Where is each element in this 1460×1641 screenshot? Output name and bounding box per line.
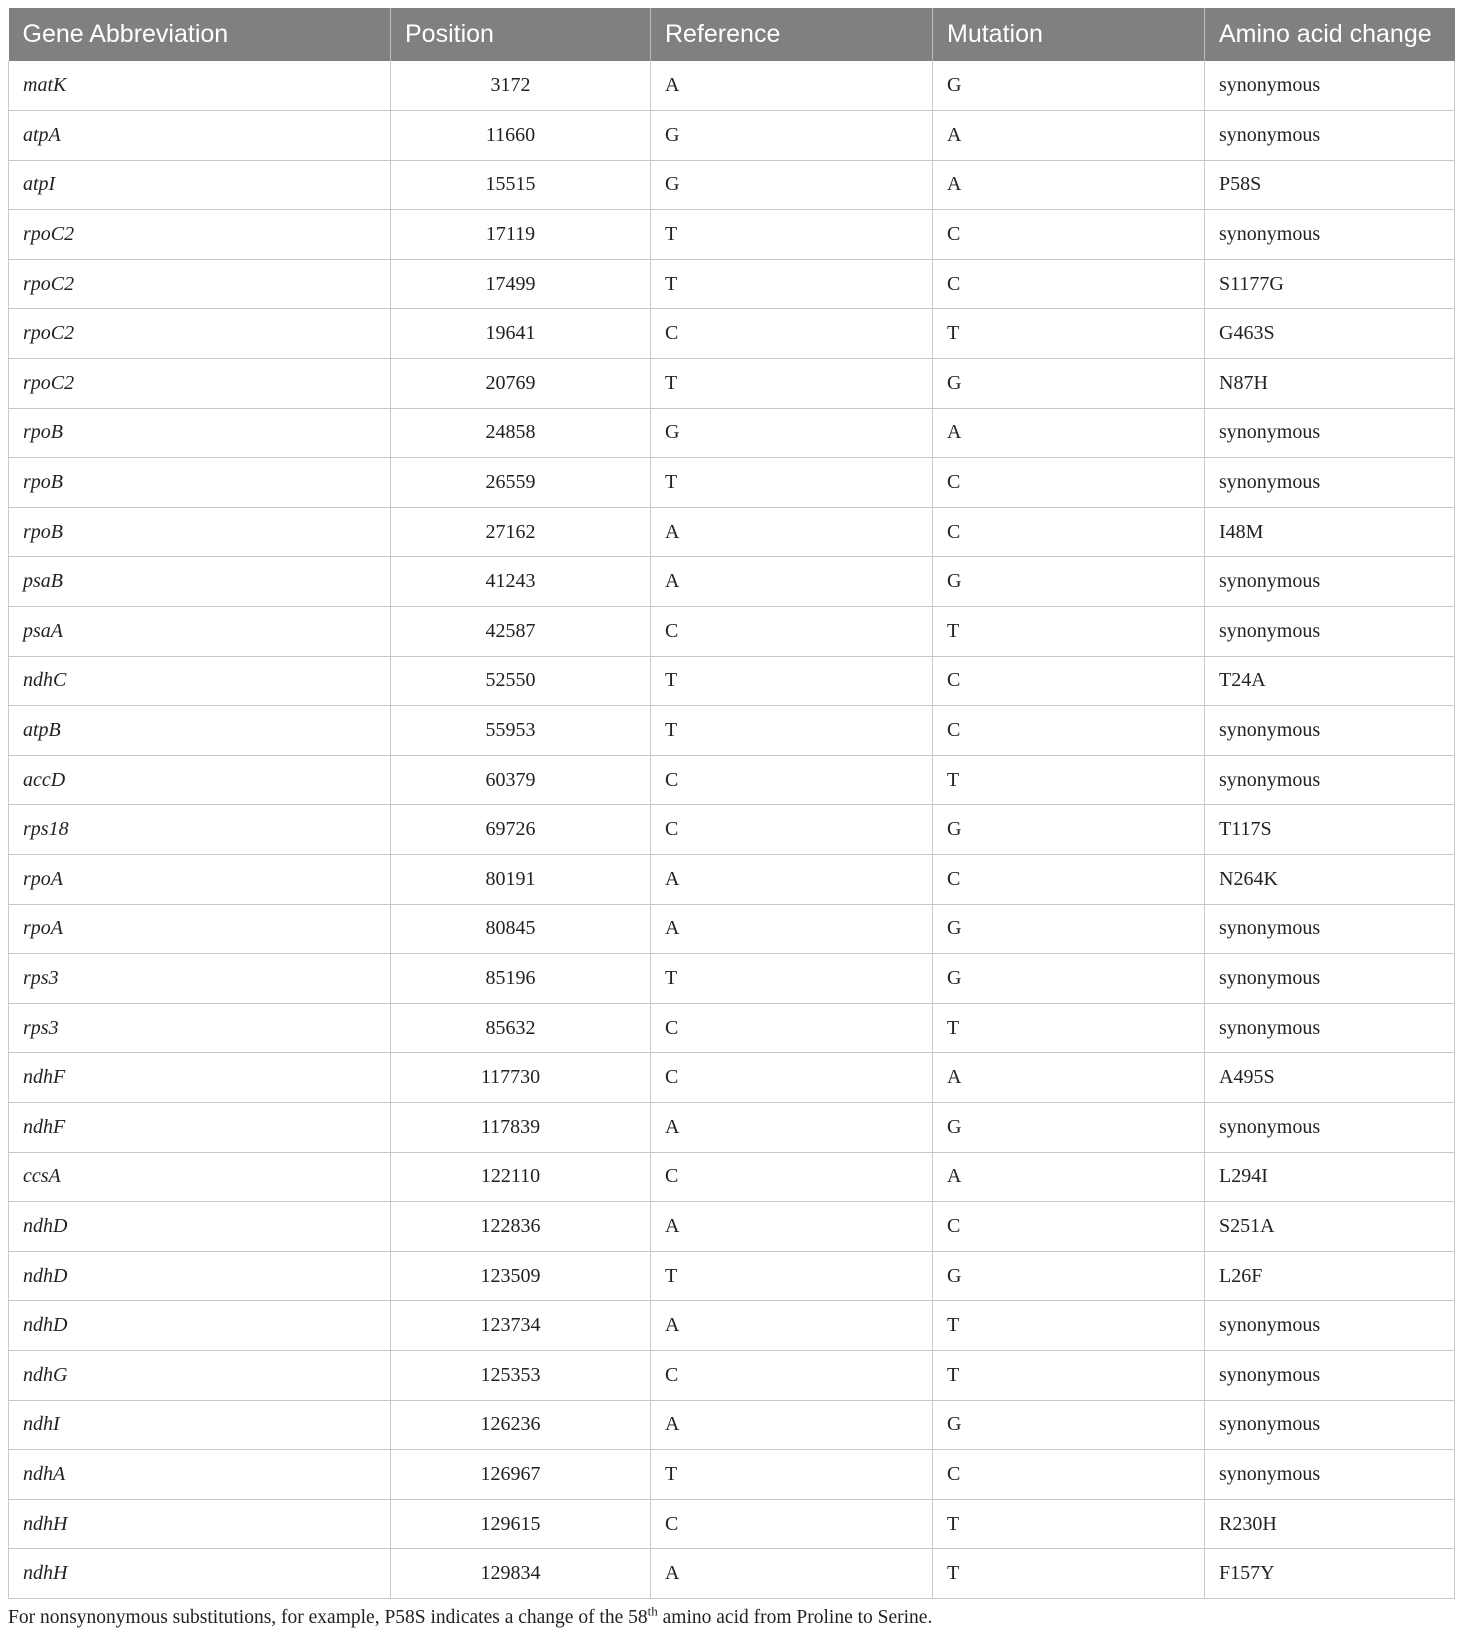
- mutation-table: [8, 8, 1455, 1599]
- reference-cell: C: [651, 805, 933, 855]
- mutation-cell: C: [933, 855, 1205, 905]
- position-cell: [391, 904, 651, 954]
- reference-cell: A: [651, 855, 933, 905]
- mutation-cell: T: [933, 309, 1205, 359]
- gene-cell: ndhI: [9, 1400, 391, 1450]
- table-row: [9, 607, 1455, 657]
- reference-cell: A: [651, 1102, 933, 1152]
- amino-acid-change-cell: synonymous: [1205, 61, 1455, 111]
- mutation-cell: G: [933, 805, 1205, 855]
- reference-cell: G: [651, 408, 933, 458]
- mutation-cell: C: [933, 458, 1205, 508]
- amino-acid-change-cell: synonymous: [1205, 1301, 1455, 1351]
- reference-cell: C: [651, 1499, 933, 1549]
- header-position: Position: [391, 8, 651, 61]
- reference-cell: T: [651, 706, 933, 756]
- table-row: [9, 805, 1455, 855]
- reference-cell: C: [651, 309, 933, 359]
- amino-acid-change-cell: T117S: [1205, 805, 1455, 855]
- gene-cell: rpoC2: [9, 359, 391, 409]
- position-cell: [391, 160, 651, 210]
- header-mutation: Mutation: [933, 8, 1205, 61]
- reference-cell: T: [651, 1251, 933, 1301]
- gene-cell: rpoC2: [9, 210, 391, 260]
- position-cell: [391, 408, 651, 458]
- position-value: 122836: [480, 1214, 541, 1237]
- position-value: 126967: [480, 1462, 541, 1485]
- header-gene-abbreviation: Gene Abbreviation: [9, 8, 391, 61]
- mutation-cell: T: [933, 1003, 1205, 1053]
- position-value: 17119: [485, 223, 536, 246]
- mutation-cell: A: [933, 408, 1205, 458]
- reference-cell: A: [651, 1549, 933, 1599]
- position-value: 117839: [480, 1115, 541, 1138]
- mutation-cell: G: [933, 1400, 1205, 1450]
- position-value: 123509: [480, 1264, 541, 1287]
- amino-acid-change-cell: synonymous: [1205, 607, 1455, 657]
- reference-cell: C: [651, 755, 933, 805]
- position-value: 3172: [490, 74, 531, 97]
- position-value: 129615: [480, 1512, 541, 1535]
- amino-acid-change-cell: synonymous: [1205, 904, 1455, 954]
- mutation-cell: G: [933, 954, 1205, 1004]
- position-value: 24858: [485, 421, 536, 444]
- position-cell: [391, 507, 651, 557]
- amino-acid-change-cell: G463S: [1205, 309, 1455, 359]
- gene-cell: ndhA: [9, 1450, 391, 1500]
- reference-cell: A: [651, 1301, 933, 1351]
- reference-cell: C: [651, 1053, 933, 1103]
- mutation-cell: T: [933, 1301, 1205, 1351]
- footnote-text: For nonsynonymous substitutions, for example, P58S indicates a change of the 58: [8, 1607, 648, 1628]
- position-cell: [391, 359, 651, 409]
- amino-acid-change-cell: S1177G: [1205, 259, 1455, 309]
- position-cell: [391, 458, 651, 508]
- amino-acid-change-cell: synonymous: [1205, 1350, 1455, 1400]
- table-row: [9, 1350, 1455, 1400]
- mutation-cell: C: [933, 1202, 1205, 1252]
- amino-acid-change-cell: L26F: [1205, 1251, 1455, 1301]
- reference-cell: T: [651, 359, 933, 409]
- reference-cell: G: [651, 111, 933, 161]
- table-header: [9, 8, 1455, 61]
- reference-cell: T: [651, 458, 933, 508]
- reference-cell: A: [651, 1202, 933, 1252]
- gene-cell: rpoC2: [9, 309, 391, 359]
- table-footnote: [8, 1603, 933, 1629]
- amino-acid-change-cell: synonymous: [1205, 210, 1455, 260]
- footnote-superscript: th: [647, 1603, 658, 1619]
- gene-cell: rps18: [9, 805, 391, 855]
- mutation-cell: C: [933, 706, 1205, 756]
- gene-cell: atpA: [9, 111, 391, 161]
- amino-acid-change-cell: F157Y: [1205, 1549, 1455, 1599]
- position-cell: [391, 557, 651, 607]
- table-row: [9, 904, 1455, 954]
- amino-acid-change-cell: A495S: [1205, 1053, 1455, 1103]
- gene-cell: rpoB: [9, 408, 391, 458]
- table-row: [9, 1301, 1455, 1351]
- mutation-cell: C: [933, 507, 1205, 557]
- position-cell: [391, 656, 651, 706]
- position-value: 85632: [485, 1016, 536, 1039]
- amino-acid-change-cell: synonymous: [1205, 1003, 1455, 1053]
- position-cell: [391, 1400, 651, 1450]
- position-cell: [391, 1350, 651, 1400]
- position-value: 129834: [480, 1562, 541, 1585]
- table-row: [9, 1251, 1455, 1301]
- table-row: [9, 408, 1455, 458]
- position-value: 85196: [485, 966, 536, 989]
- reference-cell: A: [651, 61, 933, 111]
- amino-acid-change-cell: synonymous: [1205, 954, 1455, 1004]
- gene-cell: psaA: [9, 607, 391, 657]
- position-cell: [391, 755, 651, 805]
- position-cell: [391, 1450, 651, 1500]
- position-cell: [391, 309, 651, 359]
- table-row: [9, 706, 1455, 756]
- position-cell: [391, 1301, 651, 1351]
- amino-acid-change-cell: R230H: [1205, 1499, 1455, 1549]
- table-row: [9, 359, 1455, 409]
- table-row: [9, 1499, 1455, 1549]
- table-row: [9, 61, 1455, 111]
- mutation-cell: C: [933, 210, 1205, 260]
- position-value: 122110: [480, 1165, 541, 1188]
- table-row: [9, 954, 1455, 1004]
- table-row: [9, 656, 1455, 706]
- amino-acid-change-cell: synonymous: [1205, 755, 1455, 805]
- table-row: [9, 458, 1455, 508]
- header-amino-acid-change: Amino acid change: [1205, 8, 1455, 61]
- reference-cell: T: [651, 954, 933, 1004]
- table-row: [9, 1102, 1455, 1152]
- mutation-cell: G: [933, 904, 1205, 954]
- gene-cell: rpoA: [9, 855, 391, 905]
- mutation-cell: A: [933, 1053, 1205, 1103]
- position-value: 60379: [485, 768, 536, 791]
- gene-cell: ndhH: [9, 1549, 391, 1599]
- gene-cell: rps3: [9, 1003, 391, 1053]
- position-cell: [391, 1003, 651, 1053]
- amino-acid-change-cell: synonymous: [1205, 1102, 1455, 1152]
- position-cell: [391, 1053, 651, 1103]
- gene-cell: ndhC: [9, 656, 391, 706]
- position-cell: [391, 855, 651, 905]
- mutation-cell: T: [933, 1499, 1205, 1549]
- gene-cell: rps3: [9, 954, 391, 1004]
- mutation-cell: C: [933, 259, 1205, 309]
- table-row: [9, 309, 1455, 359]
- position-cell: [391, 607, 651, 657]
- gene-cell: ccsA: [9, 1152, 391, 1202]
- position-cell: [391, 61, 651, 111]
- table-row: [9, 111, 1455, 161]
- gene-cell: ndhD: [9, 1251, 391, 1301]
- position-value: 117730: [480, 1066, 541, 1089]
- table-row: [9, 507, 1455, 557]
- amino-acid-change-cell: I48M: [1205, 507, 1455, 557]
- gene-cell: rpoC2: [9, 259, 391, 309]
- reference-cell: A: [651, 1400, 933, 1450]
- footnote-text-end: amino acid from Proline to Serine.: [657, 1607, 933, 1628]
- position-value: 125353: [480, 1363, 541, 1386]
- amino-acid-change-cell: S251A: [1205, 1202, 1455, 1252]
- mutation-cell: T: [933, 755, 1205, 805]
- position-value: 80191: [485, 867, 536, 890]
- position-value: 42587: [485, 619, 536, 642]
- position-value: 69726: [485, 818, 536, 841]
- gene-cell: ndhD: [9, 1202, 391, 1252]
- amino-acid-change-cell: T24A: [1205, 656, 1455, 706]
- gene-cell: rpoA: [9, 904, 391, 954]
- mutation-cell: T: [933, 607, 1205, 657]
- reference-cell: C: [651, 1152, 933, 1202]
- position-value: 41243: [485, 570, 536, 593]
- mutation-cell: G: [933, 557, 1205, 607]
- gene-cell: atpI: [9, 160, 391, 210]
- amino-acid-change-cell: N264K: [1205, 855, 1455, 905]
- position-cell: [391, 1499, 651, 1549]
- position-value: 123734: [480, 1314, 541, 1337]
- amino-acid-change-cell: synonymous: [1205, 1450, 1455, 1500]
- position-cell: [391, 1102, 651, 1152]
- gene-cell: matK: [9, 61, 391, 111]
- reference-cell: C: [651, 1003, 933, 1053]
- gene-cell: rpoB: [9, 507, 391, 557]
- position-value: 15515: [485, 173, 536, 196]
- reference-cell: T: [651, 210, 933, 260]
- position-value: 80845: [485, 917, 536, 940]
- table-row: [9, 1450, 1455, 1500]
- position-value: 27162: [485, 520, 536, 543]
- reference-cell: C: [651, 1350, 933, 1400]
- amino-acid-change-cell: L294I: [1205, 1152, 1455, 1202]
- gene-cell: ndhD: [9, 1301, 391, 1351]
- position-cell: [391, 706, 651, 756]
- reference-cell: T: [651, 656, 933, 706]
- mutation-cell: G: [933, 359, 1205, 409]
- gene-cell: rpoB: [9, 458, 391, 508]
- amino-acid-change-cell: synonymous: [1205, 111, 1455, 161]
- amino-acid-change-cell: synonymous: [1205, 706, 1455, 756]
- gene-cell: ndhG: [9, 1350, 391, 1400]
- table-row: [9, 1202, 1455, 1252]
- amino-acid-change-cell: synonymous: [1205, 1400, 1455, 1450]
- mutation-cell: A: [933, 1152, 1205, 1202]
- position-cell: [391, 805, 651, 855]
- mutation-cell: A: [933, 160, 1205, 210]
- amino-acid-change-cell: N87H: [1205, 359, 1455, 409]
- position-value: 26559: [485, 471, 536, 494]
- reference-cell: A: [651, 557, 933, 607]
- position-value: 126236: [480, 1413, 541, 1436]
- position-value: 55953: [485, 719, 536, 742]
- table-row: [9, 1053, 1455, 1103]
- position-cell: [391, 210, 651, 260]
- amino-acid-change-cell: synonymous: [1205, 557, 1455, 607]
- table-row: [9, 210, 1455, 260]
- table-row: [9, 259, 1455, 309]
- table-row: [9, 160, 1455, 210]
- position-value: 17499: [485, 272, 536, 295]
- position-value: 52550: [485, 669, 536, 692]
- position-cell: [391, 954, 651, 1004]
- amino-acid-change-cell: synonymous: [1205, 408, 1455, 458]
- reference-cell: T: [651, 1450, 933, 1500]
- position-cell: [391, 1152, 651, 1202]
- position-value: 20769: [485, 371, 536, 394]
- mutation-cell: T: [933, 1549, 1205, 1599]
- reference-cell: C: [651, 607, 933, 657]
- mutation-cell: C: [933, 656, 1205, 706]
- table-row: [9, 557, 1455, 607]
- mutation-cell: C: [933, 1450, 1205, 1500]
- reference-cell: A: [651, 904, 933, 954]
- table-row: [9, 755, 1455, 805]
- position-cell: [391, 1251, 651, 1301]
- mutation-cell: A: [933, 111, 1205, 161]
- mutation-cell: G: [933, 61, 1205, 111]
- amino-acid-change-cell: synonymous: [1205, 458, 1455, 508]
- gene-cell: atpB: [9, 706, 391, 756]
- gene-cell: ndhF: [9, 1102, 391, 1152]
- table-row: [9, 1152, 1455, 1202]
- gene-cell: ndhH: [9, 1499, 391, 1549]
- table-row: [9, 1549, 1455, 1599]
- table-row: [9, 1400, 1455, 1450]
- header-reference: Reference: [651, 8, 933, 61]
- table-row: [9, 855, 1455, 905]
- gene-cell: psaB: [9, 557, 391, 607]
- gene-cell: ndhF: [9, 1053, 391, 1103]
- position-value: 11660: [485, 123, 536, 146]
- gene-cell: accD: [9, 755, 391, 805]
- reference-cell: T: [651, 259, 933, 309]
- mutation-cell: T: [933, 1350, 1205, 1400]
- mutation-cell: G: [933, 1102, 1205, 1152]
- reference-cell: G: [651, 160, 933, 210]
- reference-cell: A: [651, 507, 933, 557]
- position-cell: [391, 259, 651, 309]
- table-body: [9, 61, 1455, 1598]
- position-cell: [391, 111, 651, 161]
- mutation-cell: G: [933, 1251, 1205, 1301]
- mutation-table-container: [8, 8, 1454, 1599]
- position-cell: [391, 1549, 651, 1599]
- position-cell: [391, 1202, 651, 1252]
- table-row: [9, 1003, 1455, 1053]
- position-value: 19641: [485, 322, 536, 345]
- header-row: [9, 8, 1455, 61]
- amino-acid-change-cell: P58S: [1205, 160, 1455, 210]
